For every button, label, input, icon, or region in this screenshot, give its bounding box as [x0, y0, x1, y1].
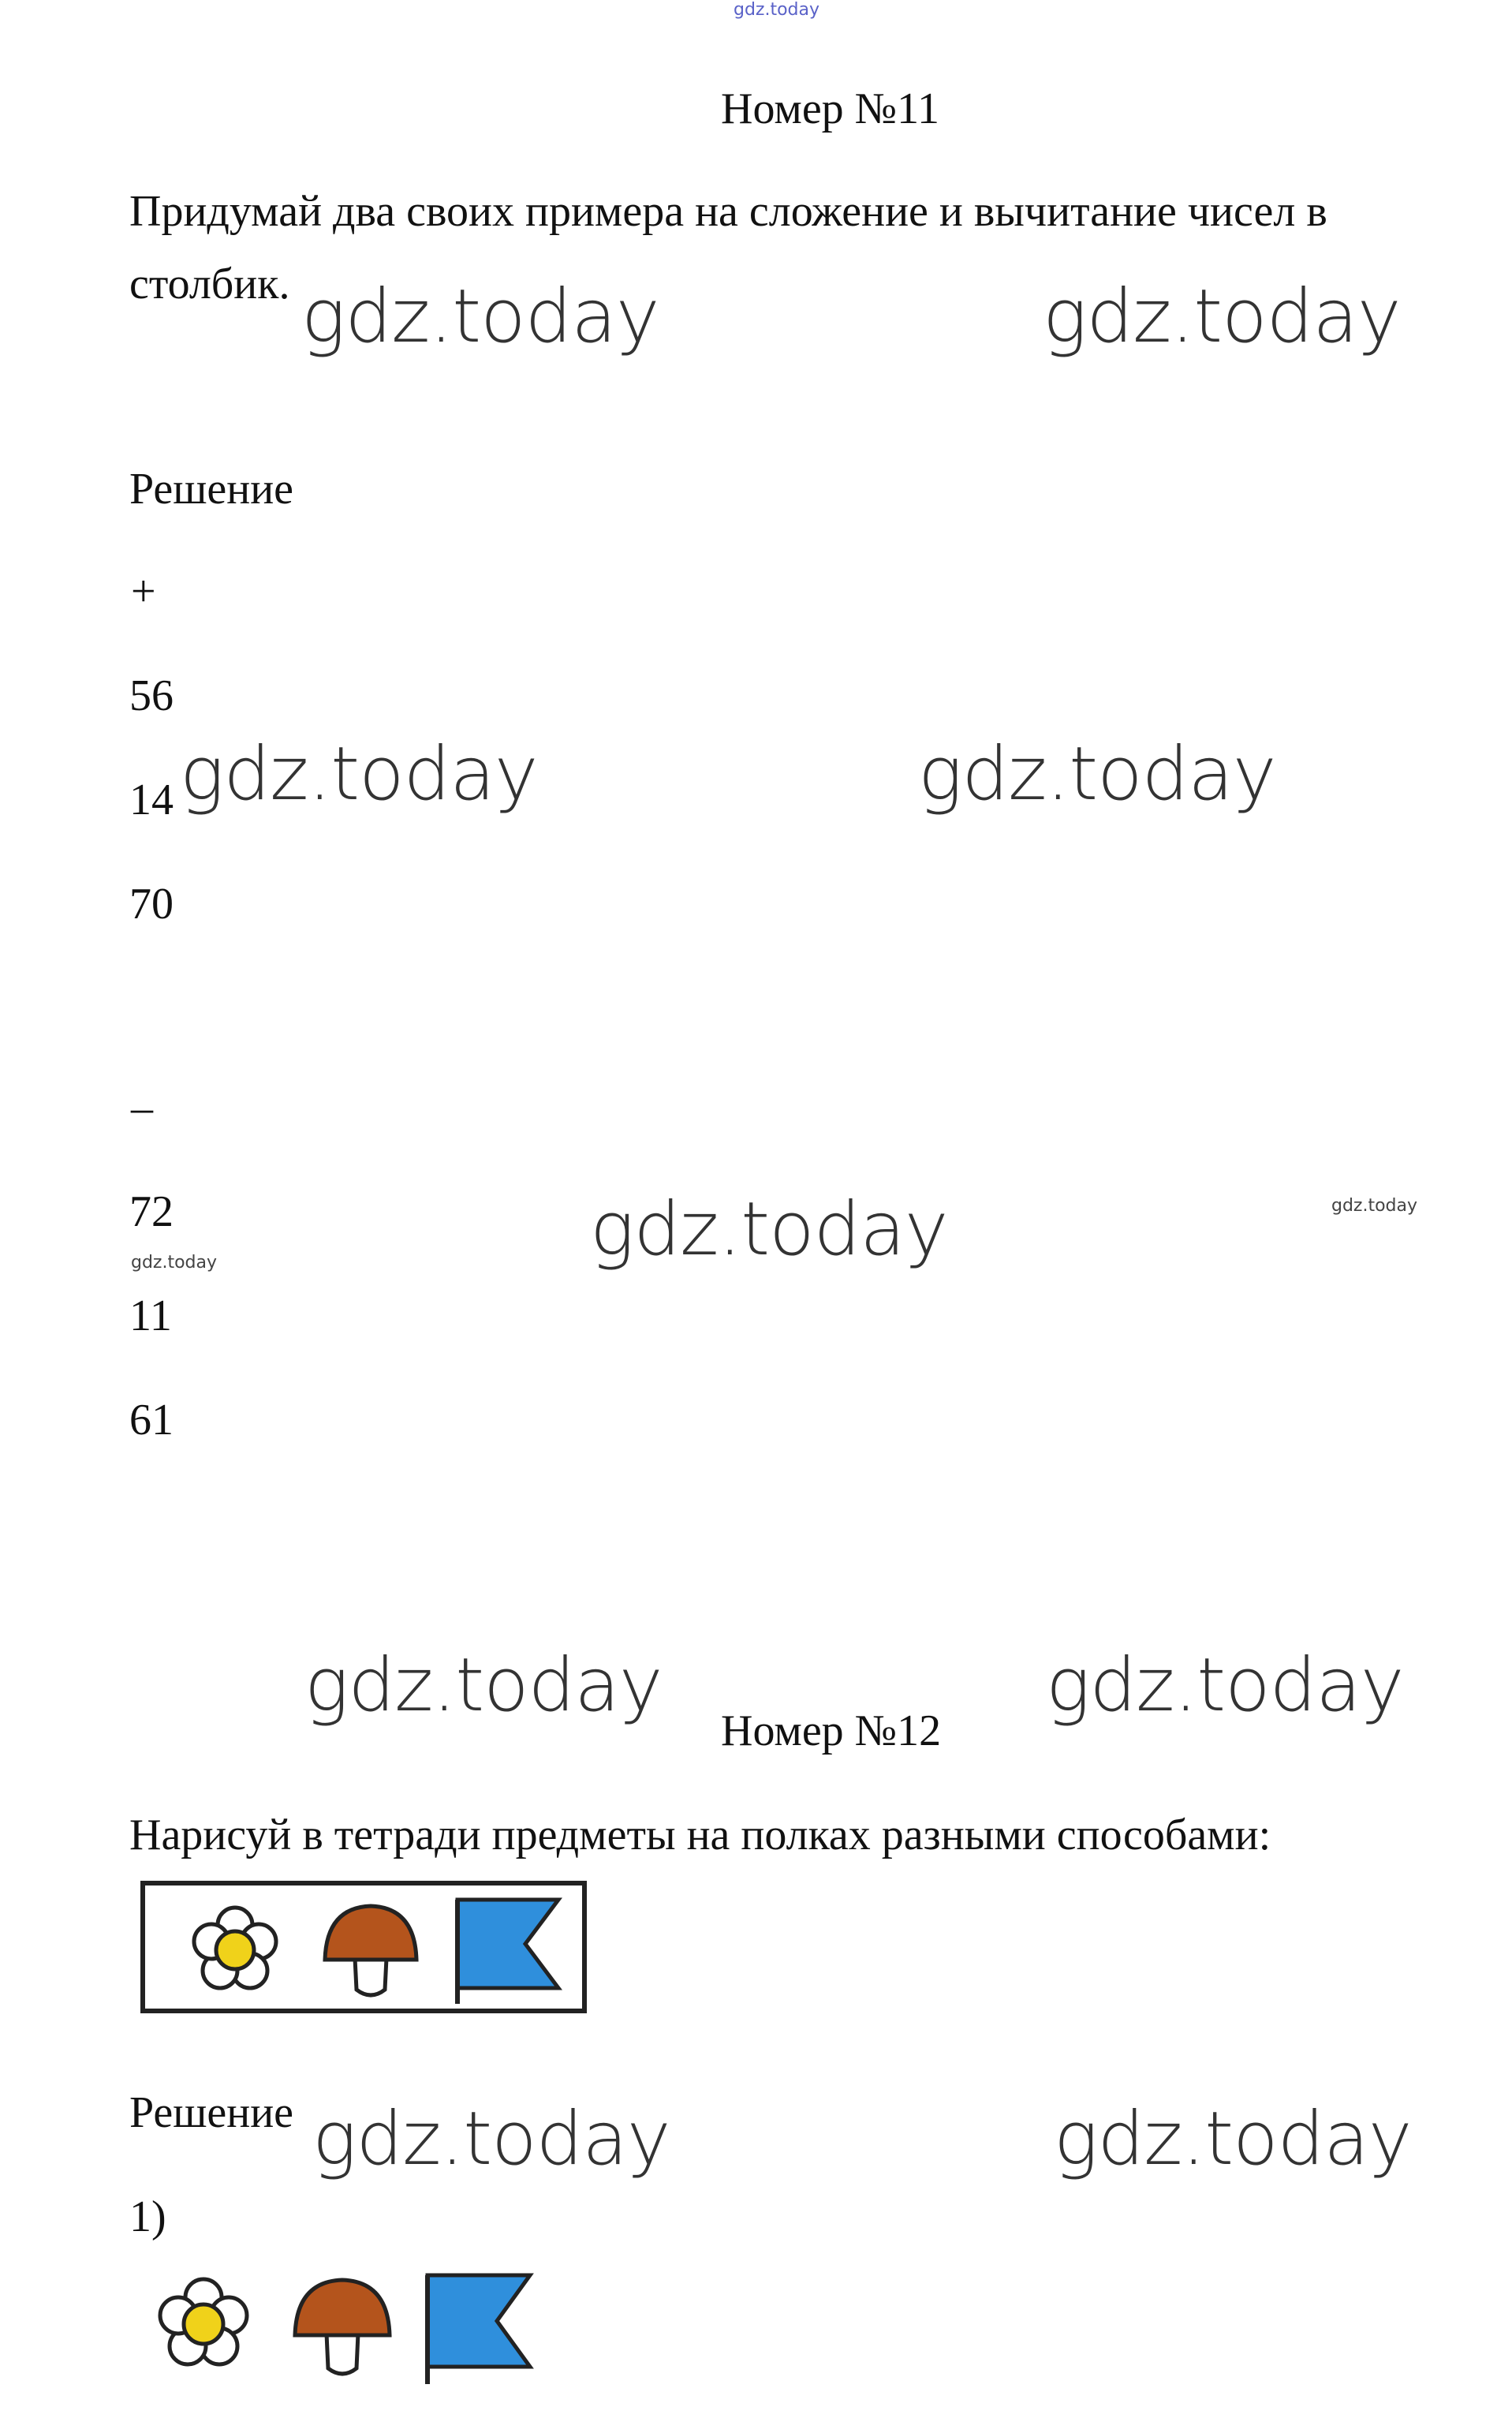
- watermark: gdz.today: [1054, 2096, 1412, 2182]
- watermark: gdz.today: [918, 731, 1276, 817]
- watermark: gdz.today: [180, 731, 538, 817]
- task11-prompt-line2: столбик.: [129, 260, 290, 308]
- watermark: gdz.today: [590, 1187, 948, 1273]
- watermark: gdz.today: [1046, 1643, 1404, 1729]
- sum-result: 70: [129, 880, 174, 929]
- minus-sign: –: [131, 1083, 153, 1132]
- task12-heading: Номер №12: [721, 1706, 942, 1755]
- step1-label: 1): [129, 2192, 166, 2241]
- shelf-picture: [136, 1876, 593, 2018]
- task12-solution-label: Решение: [129, 2088, 294, 2137]
- small-watermark: gdz.today: [1331, 1196, 1418, 1216]
- watermark: gdz.today: [304, 1643, 663, 1729]
- addend-b: 14: [129, 775, 174, 824]
- flag-icon: [427, 2275, 530, 2384]
- task11-heading: Номер №11: [721, 84, 940, 133]
- flower-icon: [160, 2279, 247, 2364]
- plus-sign: +: [131, 567, 156, 616]
- watermark: gdz.today: [1043, 274, 1401, 360]
- minuend: 72: [129, 1187, 174, 1236]
- answer-picture: [139, 2256, 565, 2398]
- mushroom-icon: [295, 2280, 390, 2374]
- addend-a: 56: [129, 671, 174, 720]
- subtrahend: 11: [129, 1291, 172, 1340]
- task11-prompt-line1: Придумай два своих примера на сложение и вычитание чисел в: [129, 187, 1327, 236]
- difference-result: 61: [129, 1396, 174, 1444]
- small-watermark: gdz.today: [131, 1253, 218, 1273]
- task12-prompt: Нарисуй в тетради предметы на полках разными способами:: [129, 1811, 1271, 1859]
- watermark: gdz.today: [301, 274, 659, 360]
- task11-solution-label: Решение: [129, 465, 294, 514]
- watermark: gdz.today: [312, 2096, 670, 2182]
- top-watermark: gdz.today: [734, 0, 820, 20]
